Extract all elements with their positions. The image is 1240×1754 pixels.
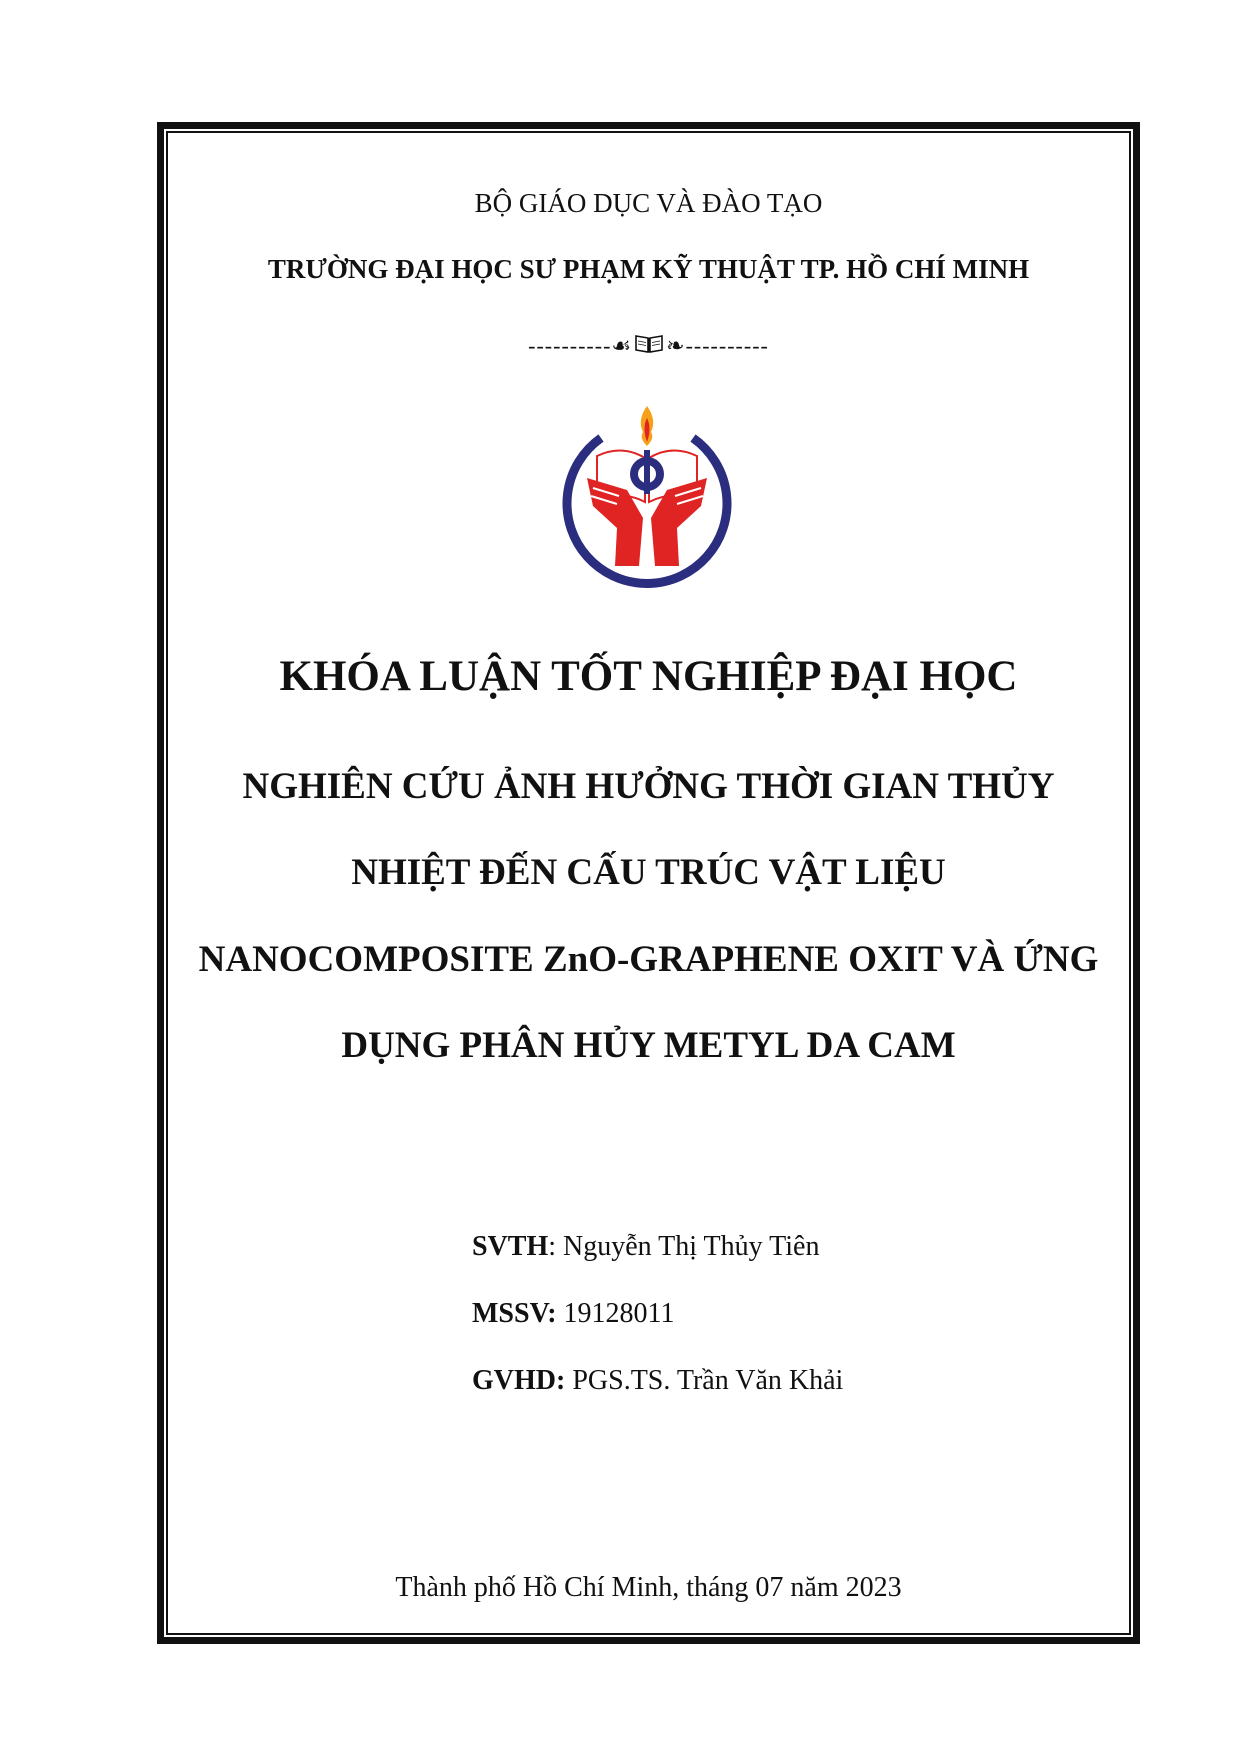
divider-dashes-right: ---------- bbox=[685, 333, 769, 358]
ornament-right: ❧ bbox=[666, 333, 686, 358]
thesis-title-line: DỤNG PHÂN HỦY METYL DA CAM bbox=[341, 1025, 956, 1066]
student-id-label: MSSV: bbox=[472, 1298, 557, 1329]
student-info-row bbox=[472, 1231, 819, 1263]
student-name: Nguyễn Thị Thủy Tiên bbox=[563, 1231, 820, 1262]
advisor-name: PGS.TS. Trần Văn Khải bbox=[565, 1365, 844, 1396]
ornamental-divider bbox=[170, 332, 1127, 360]
student-label: SVTH bbox=[472, 1231, 549, 1262]
university-name: TRƯỜNG ĐẠI HỌC SƯ PHẠM KỸ THUẬT TP. HỒ CHÍ MINH bbox=[267, 254, 1030, 284]
student-id-row bbox=[472, 1298, 675, 1330]
thesis-title-line: NHIỆT ĐẾN CẤU TRÚC VẬT LIỆU bbox=[351, 852, 946, 893]
student-separator: : bbox=[548, 1231, 564, 1262]
open-book-icon bbox=[634, 332, 664, 360]
ornament-left: ☙ bbox=[611, 333, 633, 358]
place-and-date: Thành phố Hồ Chí Minh, tháng 07 năm 2023 bbox=[395, 1572, 902, 1603]
thesis-title-line: NANOCOMPOSITE ZnO-GRAPHENE OXIT VÀ ỨNG bbox=[198, 939, 1099, 980]
advisor-label: GVHD: bbox=[472, 1365, 566, 1396]
ministry-name: BỘ GIÁO DỤC VÀ ĐÀO TẠO bbox=[474, 188, 823, 218]
thesis-type-heading: KHÓA LUẬN TỐT NGHIỆP ĐẠI HỌC bbox=[279, 653, 1018, 700]
advisor-row bbox=[472, 1365, 843, 1397]
student-id-value: 19128011 bbox=[556, 1298, 675, 1329]
divider-dashes-left: ---------- bbox=[528, 333, 612, 358]
thesis-title-line: NGHIÊN CỨU ẢNH HƯỞNG THỜI GIAN THỦY bbox=[242, 766, 1055, 807]
university-emblem bbox=[557, 398, 737, 590]
